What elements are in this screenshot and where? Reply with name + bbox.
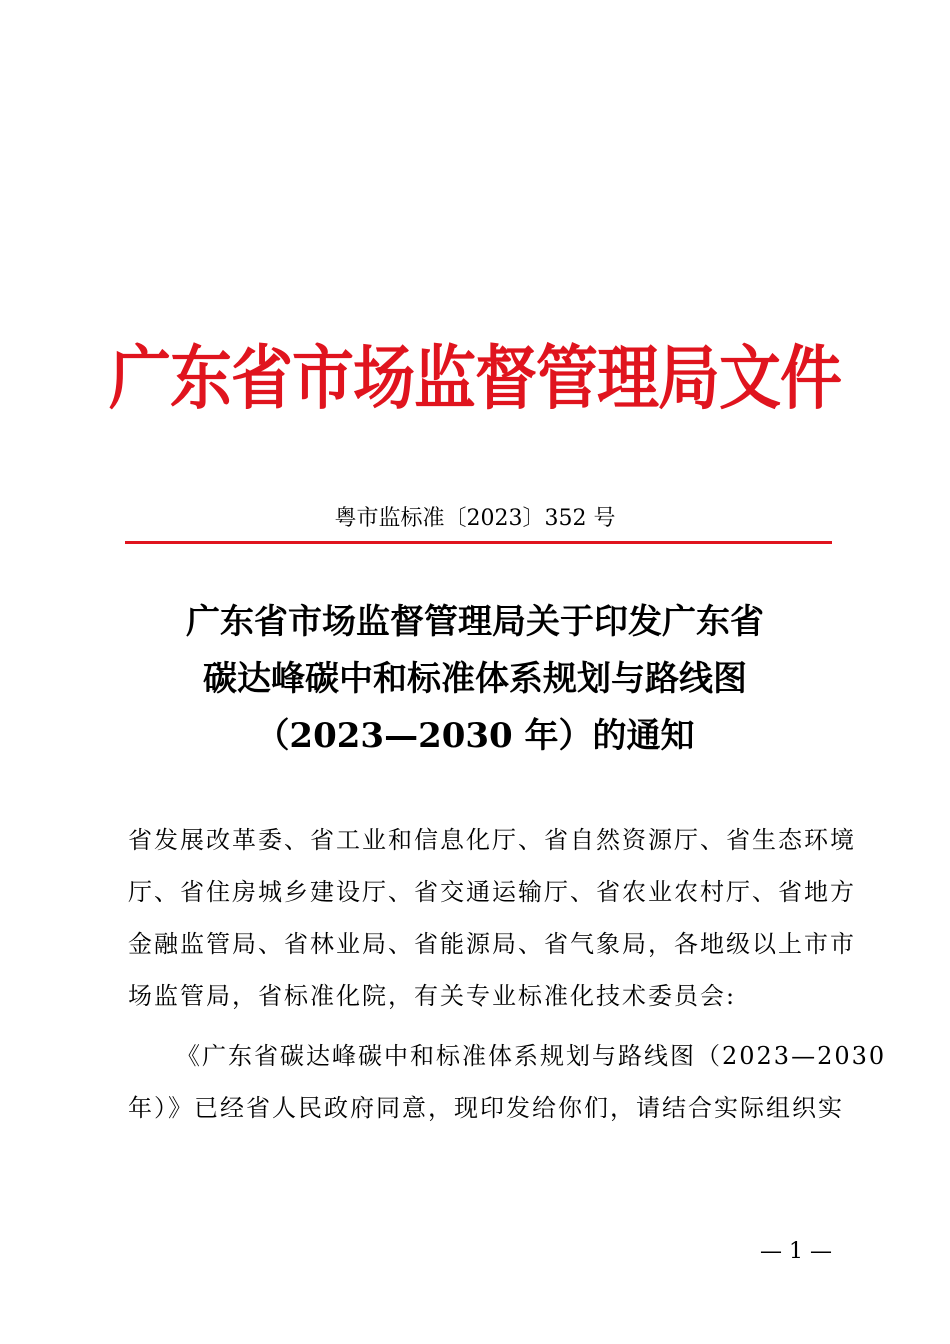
body-line: 年）》已经省人民政府同意，现印发给你们，请结合实际组织实 bbox=[128, 1094, 844, 1122]
page-number: — 1 — bbox=[760, 1239, 832, 1264]
red-divider-line bbox=[125, 541, 832, 544]
title-line: （2023—2030 年）的通知 bbox=[255, 716, 695, 756]
addressee-line: 省发展改革委、省工业和信息化厅、省自然资源厅、省生态环境 bbox=[128, 826, 856, 854]
body-line: 《广东省碳达峰碳中和标准体系规划与路线图（2023—2030 bbox=[176, 1042, 887, 1070]
title-line: 广东省市场监督管理局关于印发广东省 bbox=[186, 602, 764, 642]
notice-title bbox=[0, 594, 950, 765]
addressee-block bbox=[128, 814, 856, 1022]
addressee-line: 金融监管局、省林业局、省能源局、省气象局，各地级以上市市 bbox=[128, 930, 856, 958]
addressee-line: 场监管局，省标准化院，有关专业标准化技术委员会: bbox=[128, 982, 737, 1010]
addressee-line: 厅、省住房城乡建设厅、省交通运输厅、省农业农村厅、省地方 bbox=[128, 878, 856, 906]
title-line: 碳达峰碳中和标准体系规划与路线图 bbox=[203, 659, 747, 699]
document-number: 粤市监标准〔2023〕352 号 bbox=[334, 506, 616, 531]
masthead-title: 广东省市场监督管理局文件 bbox=[108, 336, 841, 419]
body-paragraph bbox=[128, 1030, 887, 1134]
